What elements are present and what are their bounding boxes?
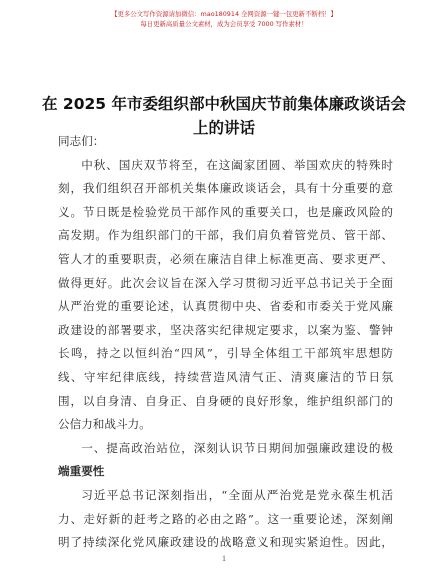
- paragraph-line: 刻，我们组织召开部机关集体廉政谈话会，具有十分重要的意: [58, 181, 393, 196]
- banner-line-1: 【更多公文写作资源请加微信：mao180914 全网资源一键一包更新不断档！】: [111, 10, 337, 18]
- document-body: [58, 130, 393, 555]
- page-number: 1: [222, 554, 226, 563]
- paragraph-line: 高发期。作为组织部门的干部，我们肩负着管党员、管干部、: [58, 228, 393, 243]
- paragraph-line: 围，以自身清、自身正、自身硬的良好形象，维护组织部门的: [58, 393, 393, 408]
- salutation: 同志们：: [58, 134, 105, 148]
- paragraph-line: 公信力和战斗力。: [58, 417, 151, 432]
- paragraph-line: 力、走好新的赶考之路的必由之路”。这一重要论述，深刻阐: [58, 511, 393, 526]
- paragraph-2: [58, 484, 393, 555]
- paragraph-line: 长鸣，持之以恒纠治“四风”，引导全体组工干部筑牢思想防: [58, 346, 393, 361]
- section-heading-line-1: 一、提高政治站位，深刻认识节日期间加强廉政建设的极: [81, 440, 393, 455]
- paragraph-line: 线、守牢纪律底线，持续营造风清气正、清爽廉洁的节日氛: [58, 369, 393, 384]
- banner-line-2: 每日更新高质量公文素材，成为会员享受 7000 写作素材！: [140, 20, 308, 28]
- paragraph-line: 习近平总书记深刻指出，“全面从严治党是党永葆生机活: [81, 487, 393, 502]
- paragraph-line: 政建设的部署要求，坚决落实纪律规定要求，以案为鉴、警钟: [58, 322, 393, 337]
- paragraph-line: 做得更好。此次会议旨在深入学习贯彻习近平总书记关于全面: [58, 275, 393, 290]
- paragraph-line: 义。节日既是检验党员干部作风的重要关口，也是廉政风险的: [58, 204, 393, 219]
- section-heading-line-2: 端重要性: [58, 464, 105, 479]
- paragraph-line: 中秋、国庆双节将至，在这阖家团圆、举国欢庆的特殊时: [81, 157, 393, 172]
- paragraph-1: [58, 154, 393, 437]
- paragraph-line: 明了持续深化党风廉政建设的战略意义和现实紧迫性。因此，: [58, 535, 393, 550]
- document-title: 在 2025 年市委组织部中秋国庆节前集体廉政谈话会上的讲话: [42, 95, 406, 137]
- section-heading: [58, 437, 393, 484]
- paragraph-line: 管人才的重要职责，必须在廉洁自律上标准更高、要求更严、: [58, 251, 393, 266]
- header-banner: [0, 9, 448, 29]
- paragraph-line: 从严治党的重要论述，认真贯彻中央、省委和市委关于党风廉: [58, 299, 393, 314]
